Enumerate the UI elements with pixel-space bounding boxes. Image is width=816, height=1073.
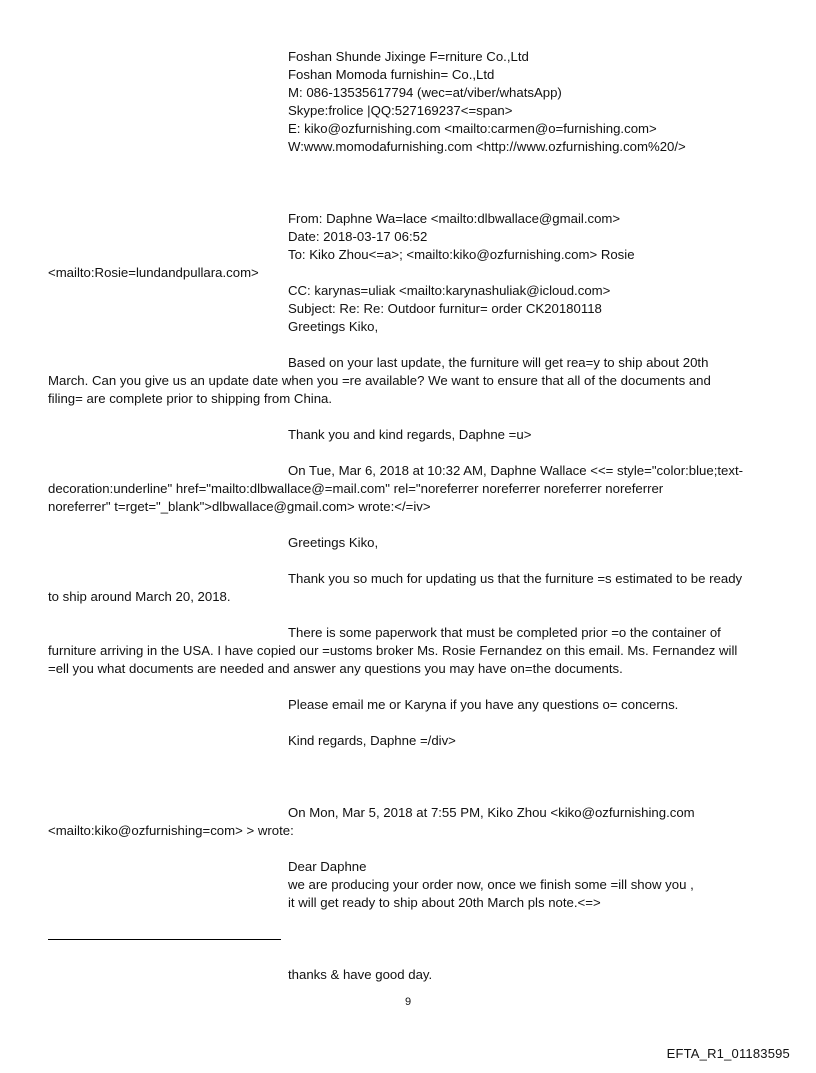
kiko-line-2: it will get ready to ship about 20th March pls note.<=> [288,895,601,910]
email-to-continued: <mailto:Rosie=lundandpullara.com> [48,265,259,280]
signature-company-1: Foshan Shunde Jixinge F=rniture Co.,Ltd [288,49,529,64]
greeting-2: Greetings Kiko, [288,535,379,550]
paragraph-2-line-1: Thank you so much for updating us that the furniture =s estimated to be ready [288,571,743,586]
email-subject: Subject: Re: Re: Outdoor furnitur= order CK20180118 [288,301,602,316]
quote-1-line-2: decoration:underline" href="mailto:dlbwallace@=mail.com" rel="noreferrer noreferrer noreferrer noreferrer [48,481,664,496]
quote-2-line-1: On Mon, Mar 5, 2018 at 7:55 PM, Kiko Zhou <kiko@ozfurnishing.com [288,805,695,820]
email-date: Date: 2018-03-17 06:52 [288,229,428,244]
email-cc: CC: karynas=uliak <mailto:karynashuliak@icloud.com> [288,283,611,298]
quote-1-line-3: noreferrer" t=rget="_blank">dlbwallace@gmail.com> wrote:</=iv> [48,499,431,514]
signature-website: W:www.momodafurnishing.com <http://www.ozfurnishing.com%20/> [288,139,686,154]
signature-company-2: Foshan Momoda furnishin= Co.,Ltd [288,67,495,82]
kiko-line-1: we are producing your order now, once we finish some =ill show you , [288,877,694,892]
kind-regards-line: Kind regards, Daphne =/div> [288,733,456,748]
paragraph-2-line-2: to ship around March 20, 2018. [48,589,231,604]
email-to: To: Kiko Zhou<=a>; <mailto:kiko@ozfurnishing.com> Rosie [288,247,635,262]
paragraph-3-line-3: =ell you what documents are needed and answer any questions you may have on=the documents. [48,661,623,676]
paragraph-1-line-2: March. Can you give us an update date when you =re available? We want to ensure that all of the documents and [48,373,711,388]
page-number: 9 [404,996,412,1008]
paragraph-1-line-3: filing= are complete prior to shipping from China. [48,391,333,406]
dear-line: Dear Daphne [288,859,367,874]
quote-2-line-2: <mailto:kiko@ozfurnishing=com> > wrote: [48,823,294,838]
paragraph-1-line-1: Based on your last update, the furniture will get rea=y to ship about 20th [288,355,709,370]
signature-email: E: kiko@ozfurnishing.com <mailto:carmen@o=furnishing.com> [288,121,657,136]
paragraph-3-line-2: furniture arriving in the USA. I have copied our =ustoms broker Ms. Rosie Fernandez on this email. Ms. Fernandez will [48,643,738,658]
email-from: From: Daphne Wa=lace <mailto:dlbwallace@gmail.com> [288,211,621,226]
signature-mobile: M: 086-13535617794 (wec=at/viber/whatsApp) [288,85,562,100]
please-line: Please email me or Karyna if you have any questions o= concerns. [288,697,679,712]
email-greeting: Greetings Kiko, [288,319,379,334]
separator-rule [48,939,281,940]
closing-line: thanks & have good day. [288,967,433,982]
paragraph-3-line-1: There is some paperwork that must be completed prior =o the container of [288,625,721,640]
thanks-line: Thank you and kind regards, Daphne =u> [288,427,532,442]
bates-number: EFTA_R1_01183595 [666,1046,790,1061]
signature-skype: Skype:frolice |QQ:527169237<=span> [288,103,513,118]
quote-1-line-1: On Tue, Mar 6, 2018 at 10:32 AM, Daphne Wallace <<= style="color:blue;text- [288,463,744,478]
